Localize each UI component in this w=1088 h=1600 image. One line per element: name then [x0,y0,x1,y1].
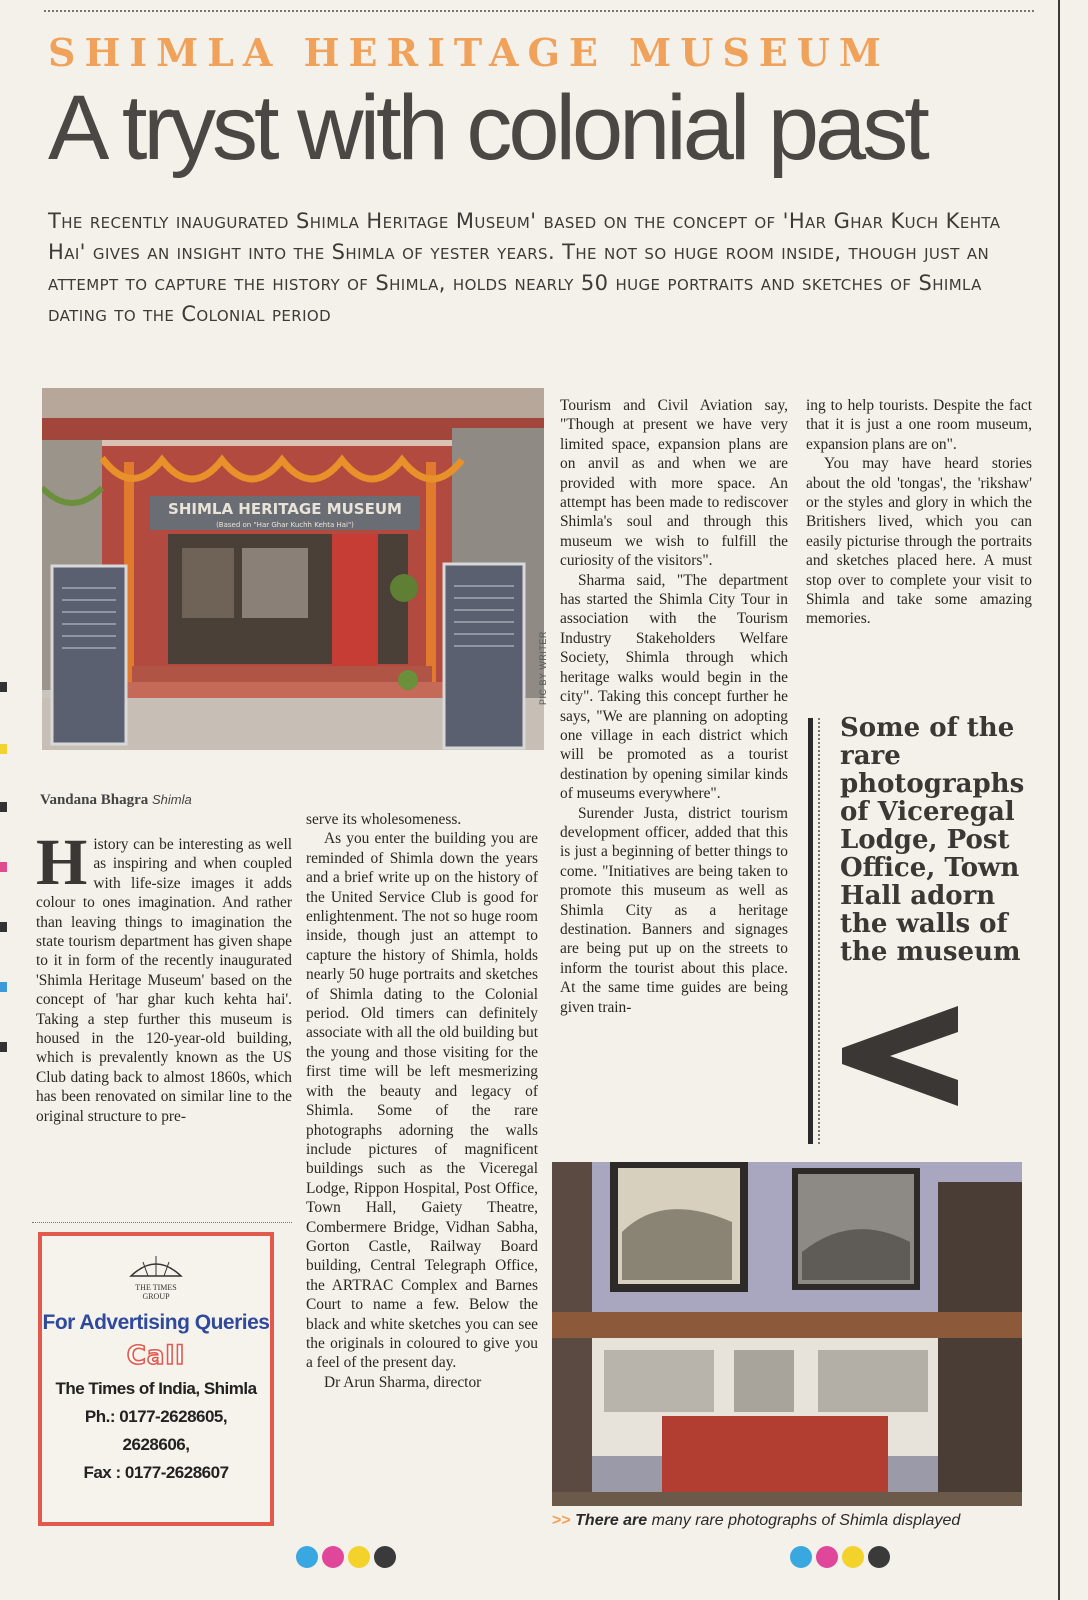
article-paragraph: Surender Justa, district tourism development officer, added that this is just a beginning of better things to come. "Initiatives are being taken to promote this museum as well as Shimla City as a heritage destination. Banners and signages are being put up on the streets to inform the tourist about this place. At the same time guides are being given train- [560,804,788,1016]
photo-caption [552,1512,960,1530]
ad-phone-2: 2628606, [122,1435,190,1454]
pullquote-bar [808,718,813,1144]
ad-group-name-line2: GROUP [142,1292,170,1301]
article-column-1 [36,826,292,1126]
top-dotted-rule [44,10,1034,12]
cyan-dot [790,1546,812,1568]
ad-organization: The Times of India, Shimla [55,1379,257,1398]
color-registration-dots [296,1546,396,1568]
article-paragraph: Sharma said, "The department has started the Shimla City Tour in association with the Tourism Industry Stakeholders Welfare Society, Shimla through which heritage walks would begin in the city". Taking this concept further he says, "We are planning on adopting one village in each district which will be promoted as a tourist destination by opening similar kinds of museums everywhere". [560,571,788,803]
byline-author: Vandana Bhagra [40,792,149,808]
ad-call: Call [126,1341,186,1371]
article-lead-text: istory can be interesting as well as inspiring and when coupled with life-size images it adds colour to ones imagination. And rather than leaving things to imagination the state tourism department has given shape to it in form of the recently inaugurated 'Shimla Heritage Museum' based on the concept of 'har ghar kuch kehta hai'. Taking a step further this museum is housed in the 120-year-old building, which is prevalently known as the US Club dating back to almost 1860s, which has been renovated on similar line to the original structure to pre- [36,836,292,1125]
article-paragraph: You may have heard stories about the old 'tongas', the 'rikshaw' or the styles and glory in which the Britishers lived, which you can easily picturise through the portraits and sketches placed here. A must stop over to complete your visit to Shimla and take some amazing memories. [806,455,1032,628]
article-paragraph: Tourism and Civil Aviation say, "Though at present we have very limited space, expansion plans are on anvil as and when we are provided with more space. An attempt has been made to rediscover Shimla's soul and through this museum we wish to fulfill the curiosity of the visitors". [560,397,788,570]
magenta-dot [322,1546,344,1568]
page-fold-rule [1058,0,1060,1600]
article-column-2 [306,810,538,1392]
ad-fax: Fax : 0177-2628607 [83,1463,229,1482]
yellow-dot [348,1546,370,1568]
article-paragraph: Dr Arun Sharma, director [324,1373,482,1391]
article-paragraph: ing to help tourists. Despite the fact that it is just a one room museum, expansion plans are on". [806,397,1032,453]
byline-place: Shimla [152,792,192,807]
magenta-dot [816,1546,838,1568]
caption-arrows: >> [552,1512,571,1529]
museum-interior-photo [552,1162,1022,1506]
article-paragraph: As you enter the building you are reminded of Shimla down the years and a brief write up on the history of the United Service Club is good for enlightenment. The not so huge room inside, though just an attempt to capture the history of Shimla, holds nearly 50 huge portraits and sketches of Shimla dating to the Colonial period. Old timers can definitely associate with all the old building but the young and those visiting for the first time will be left mesmerizing with the beauty and legacy of Shimla. Some of the rare photographs adorning the walls include pictures of magnificent buildings such as the Viceregal Lodge, Rippon Hospital, Post Office, Town Hall, Gaiety Theatre, Combermere Bridge, Vidhan Sabha, Gorton Castle, Railway Board building, Central Telegraph Office, the ARTRAC Complex and Barnes Court to name a few. Below the black and white sketches you can see the originals in coloured to give you a feel of the present day. [306,830,538,1372]
ad-dotted-rule [32,1222,292,1223]
intro-deck: The recently inaugurated Shimla Heritage Museum' based on the concept of 'Har Ghar Kuch Kehta Hai' gives an insight into the Shimla of yester years. The not so huge room inside, though just an attempt to capture the history of Shimla, holds nearly 50 huge portraits and sketches of Shimla dating to the Colonial period [48,209,1001,326]
black-dot [374,1546,396,1568]
advertising-box [38,1232,274,1526]
article-column-3 [560,396,788,1017]
times-group-logo [121,1252,191,1278]
facade-sign-text: SHIMLA HERITAGE MUSEUM [168,500,402,518]
registration-mark [0,982,7,992]
ad-phone: Ph.: 0177-2628605, [84,1407,228,1426]
cyan-dot [296,1546,318,1568]
registration-mark [0,744,7,754]
pullquote: Some of the rare photographs of Viceregal Lodge, Post Office, Town Hall adorn the walls of the museum [840,713,1025,967]
article-column-4 [806,396,1032,629]
byline [40,792,192,809]
headline: A tryst with colonial past [48,77,926,179]
section-kicker: SHIMLA HERITAGE MUSEUM [48,30,890,75]
ad-group-name: THE TIMES [135,1283,177,1292]
pullquote-dotted-rule [818,718,820,1144]
photo-credit: PIC BY WRITER [538,631,548,705]
registration-mark [0,1042,7,1052]
museum-facade-photo [42,388,544,750]
drop-cap: H [36,826,88,899]
facade-sign-subtext: (Based on "Har Ghar Kuchh Kehta Hai") [216,521,354,529]
registration-mark [0,862,7,872]
registration-mark [0,682,7,692]
ad-headline: For Advertising Queries [42,1311,270,1334]
registration-mark [0,802,7,812]
chevron-left-icon [842,1006,960,1106]
caption-text: many rare photographs of Shimla displayed [647,1512,961,1529]
caption-lead: There are [575,1512,648,1529]
color-registration-dots [790,1546,890,1568]
registration-mark [0,922,7,932]
black-dot [868,1546,890,1568]
yellow-dot [842,1546,864,1568]
article-paragraph: serve its wholesomeness. [306,811,462,828]
